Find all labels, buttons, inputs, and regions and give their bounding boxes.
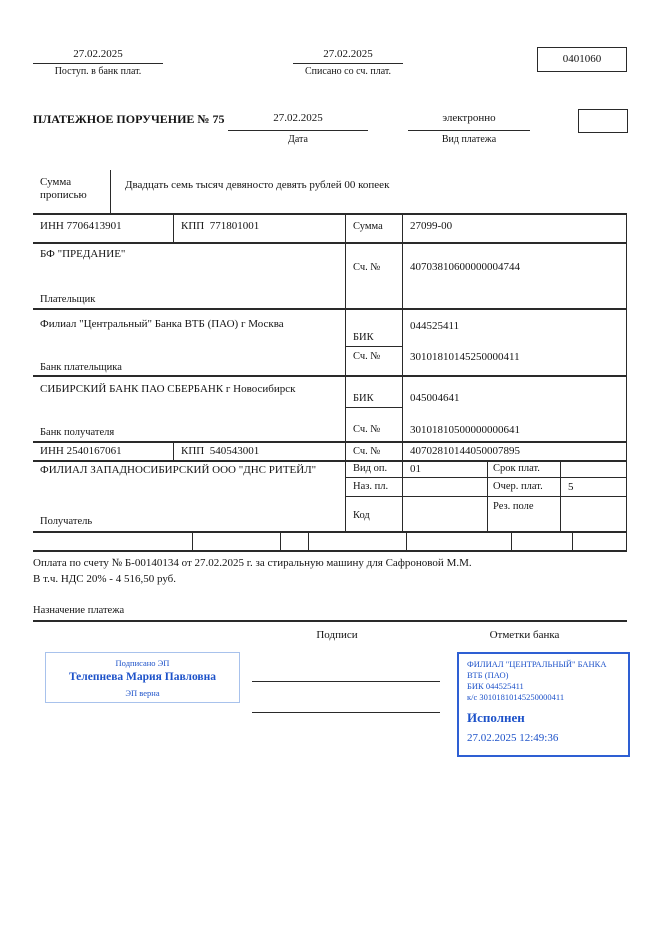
form-code-box [537,47,627,72]
grid-line-h [33,213,627,215]
electronic-signature-stamp [45,652,240,703]
document-title: ПЛАТЕЖНОЕ ПОРУЧЕНИЕ № 75 [33,112,225,126]
grid-line-v [173,441,174,460]
document-date-underline [228,130,368,131]
document-date-label: Дата [288,134,308,145]
payer-name: БФ "ПРЕДАНИЕ" [40,248,126,260]
grid-line-h [345,407,402,408]
signature-stamp-line1: Подписано ЭП [115,658,170,668]
grid-line-h [345,346,402,347]
payee-label: Получатель [40,516,93,527]
bank-stamp-bik: БИК 044525411 [467,681,524,692]
signature-line [252,681,440,682]
form-code: 0401060 [562,53,602,65]
payee-bank-bik-label: БИК [353,393,374,404]
grid-line-v [626,213,627,550]
purpose-line1: Оплата по счету № Б-00140134 от 27.02.2025 г. за стиральную машину для Сафроновой М.М. [33,557,472,569]
status-code-box [578,109,628,133]
payer-inn: ИНН 7706413901 [40,220,122,232]
amount-words-label: Сумма прописью [40,176,87,202]
payer-label: Плательщик [40,294,96,305]
op-type-value: 01 [410,463,421,475]
bank-stamp-name-line1: ФИЛИАЛ "ЦЕНТРАЛЬНЫЙ" БАНКА [467,659,607,669]
received-date: 27.02.2025 [73,48,123,60]
grid-line-v [192,531,193,550]
payment-kind: электронно [442,112,496,124]
signature-line [252,712,440,713]
purpose-label: Назначение платежа [33,605,125,616]
document-date: 27.02.2025 [273,112,323,124]
grid-line-h [33,531,627,533]
grid-line-h [33,375,627,377]
grid-line-h [33,308,627,310]
received-date-underline [33,63,163,64]
payee-account-label: Сч. № [353,446,381,457]
grid-line-v [572,531,573,550]
grid-line-v [511,531,512,550]
grid-line-v [345,213,346,531]
sum-value: 27099-00 [410,220,453,232]
purpose-code-label: Наз. пл. [353,481,389,492]
bank-stamp-name-line2: ВТБ (ПАО) [467,670,509,681]
payer-account: 40703810600000004744 [410,261,520,273]
purpose-line2: В т.ч. НДС 20% - 4 516,50 руб. [33,573,177,585]
payer-bank-bik: 044525411 [410,320,460,332]
payee-bank-name: СИБИРСКИЙ БАНК ПАО СБЕРБАНК г Новосибирск [40,383,296,395]
payee-bank-bik: 045004641 [410,392,460,404]
debited-date-underline [293,63,403,64]
payer-bank-account-label: Сч. № [353,351,381,362]
purpose-underline [33,620,627,622]
grid-line-v [487,460,488,531]
payer-account-label: Сч. № [353,262,381,273]
signature-stamp-name: Телепнева Мария Павловна [68,671,217,684]
sum-label: Сумма [353,221,383,232]
grid-line-h [33,460,627,462]
grid-line-h [33,550,627,552]
payment-kind-underline [408,130,530,131]
grid-line-v [280,531,281,550]
payee-kpp: КПП 540543001 [181,445,260,457]
signatures-heading: Подписи [316,629,358,641]
payer-bank-label: Банк плательщика [40,362,122,373]
payee-bank-label: Банк получателя [40,427,115,438]
payer-bank-account: 30101810145250000411 [410,351,520,363]
reserve-field-label: Рез. поле [493,501,534,512]
payee-account: 40702810144050007895 [410,445,520,457]
signature-stamp-line3: ЭП верна [125,687,160,698]
due-date-label: Срок плат. [493,463,540,474]
bank-execution-stamp [457,652,630,757]
code-label: Код [353,510,370,521]
payee-bank-account: 30101810500000000641 [410,424,520,436]
payer-bank-bik-label: БИК [353,332,374,343]
payer-bank-name: Филиал "Центральный" Банка ВТБ (ПАО) г Москва [40,318,284,330]
amount-words-value: Двадцать семь тысяч девяносто девять рублей 00 копеек [125,179,390,191]
grid-line-h [33,242,627,244]
grid-line-v [402,213,403,531]
payee-inn: ИНН 2540167061 [40,445,122,457]
payment-kind-label: Вид платежа [441,134,497,145]
payee-name: ФИЛИАЛ ЗАПАДНОСИБИРСКИЙ ООО "ДНС РИТЕЙЛ" [40,464,317,476]
grid-line-h [33,441,627,443]
debited-date-label: Списано со сч. плат. [304,66,392,77]
payee-bank-account-label: Сч. № [353,424,381,435]
grid-line-v [308,531,309,550]
priority-label: Очер. плат. [493,481,543,492]
debited-date: 27.02.2025 [323,48,373,60]
grid-line-h [345,496,627,497]
grid-line-v [560,460,561,531]
bank-stamp-corr-account: к/с 30101810145250000411 [467,692,565,703]
grid-line-v [406,531,407,550]
bank-stamp-timestamp: 27.02.2025 12:49:36 [467,732,559,745]
grid-line-h [345,477,627,478]
received-date-label: Поступ. в банк плат. [54,66,142,77]
priority-value: 5 [568,481,574,493]
payer-kpp: КПП 771801001 [181,220,260,232]
bank-stamp-status: Исполнен [467,710,525,726]
op-type-label: Вид оп. [353,463,388,474]
grid-line-v [173,213,174,242]
grid-line-v [110,170,111,213]
bank-marks-heading: Отметки банка [489,629,560,641]
